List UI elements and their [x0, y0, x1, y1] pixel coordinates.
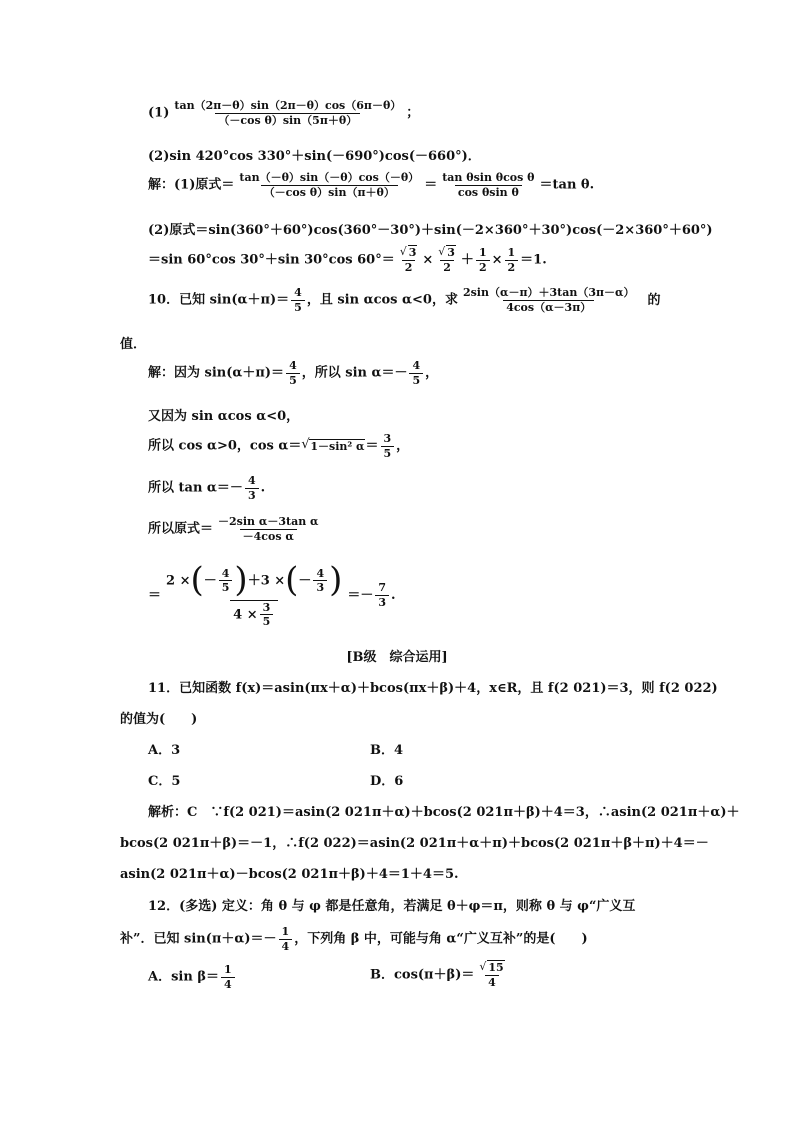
q12-line2	[120, 926, 588, 952]
fraction	[163, 560, 345, 629]
numerator	[163, 560, 345, 600]
fraction	[171, 100, 404, 126]
text: 4 ×	[233, 607, 258, 623]
q11-option-c: C．5	[148, 774, 181, 789]
text: ＝1.	[520, 252, 547, 268]
numerator: 3	[262, 600, 271, 614]
q11-option-d: D．6	[370, 774, 404, 789]
denominator	[230, 600, 278, 628]
denominator: 4cos（α－3π）	[503, 300, 594, 314]
denominator: 3	[245, 488, 259, 502]
q10-sol-line6	[148, 560, 396, 629]
denominator: 2	[440, 260, 454, 274]
text: ，所以 sin α＝－	[301, 365, 408, 381]
text: ，	[425, 365, 439, 381]
fraction	[375, 582, 389, 608]
paren: (	[285, 560, 299, 600]
denominator: －4cos α	[240, 529, 297, 543]
numerator: 3	[383, 432, 392, 445]
text: 所以 tan α＝－	[148, 480, 243, 496]
sqrt	[400, 247, 418, 259]
q11-line2: 的值为( )	[120, 712, 198, 727]
fraction	[435, 247, 459, 273]
denominator: 3	[313, 580, 327, 594]
text: ＝tan θ.	[539, 177, 595, 193]
text: ＋3 ×	[247, 573, 286, 589]
numerator: 1	[223, 963, 232, 976]
text: ＝	[365, 438, 379, 454]
text: ＝	[424, 177, 438, 193]
text: ＝sin 60°cos 30°＋sin 30°cos 60°＝	[148, 252, 395, 268]
numerator: 2sin（α－π）＋3tan（3π－α）	[462, 286, 635, 299]
text: .	[391, 587, 396, 603]
q10-sol-line1	[148, 360, 438, 386]
text: ，下列角 β 中，可能与角 α“广义互补”的是( )	[294, 931, 588, 947]
numerator: 1	[507, 246, 516, 259]
numerator: 1	[478, 246, 487, 259]
q10-sol-line5	[148, 516, 324, 542]
denominator: 4	[485, 975, 499, 989]
q10-sol-line4	[148, 475, 265, 501]
denominator: 5	[260, 614, 274, 628]
radicand: 3	[447, 246, 455, 259]
text: ＝－	[347, 587, 374, 603]
fraction	[279, 926, 293, 952]
sqrt	[438, 247, 456, 259]
numerator: 4	[316, 566, 325, 580]
q11-option-a: A．3	[148, 743, 181, 758]
q12-line1: 12．(多选) 定义：角 θ 与 φ 都是任意角，若满足 θ＋φ＝π，则称 θ 与 φ“广义互	[148, 899, 636, 914]
numerator: tan（－θ）sin（－θ）cos（－θ）	[239, 171, 420, 184]
text: ，	[396, 438, 410, 454]
fraction	[236, 172, 422, 198]
denominator: 5	[291, 300, 305, 314]
denominator: 2	[476, 260, 490, 274]
fraction	[476, 962, 507, 988]
radicand: 1－sin² α	[310, 440, 365, 454]
fraction	[215, 516, 321, 542]
denominator: 3	[375, 595, 389, 609]
fraction	[291, 287, 305, 313]
denominator: 4	[221, 977, 235, 991]
q10-sol-line2: 又因为 sin αcos α<0，	[148, 409, 300, 424]
denominator: 5	[286, 373, 300, 387]
text: 所以 cos α>0，cos α＝	[148, 438, 302, 454]
text: 解：因为 sin(α＋π)＝	[148, 365, 285, 381]
numerator: 4	[221, 566, 230, 580]
denominator: 4	[279, 939, 293, 953]
paren: (	[190, 560, 204, 600]
q12-option-a	[148, 964, 237, 990]
text: B．cos(π＋β)＝	[370, 967, 475, 983]
denominator: cos θsin θ	[455, 185, 522, 199]
q11-answer-line1: 解析：C ∵f(2 021)＝asin(2 021π＋α)＋bcos(2 021π＋β)＋4＝3，∴asin(2 021π＋α)＋	[148, 805, 740, 820]
text: －	[203, 573, 217, 589]
q12-option-b	[370, 962, 510, 988]
q9-solution2-line2	[148, 247, 547, 273]
q11-line1: 11．已知函数 f(x)＝asin(πx＋α)＋bcos(πx＋β)＋4，x∈R，且 f(2 021)＝3，则 f(2 022)	[148, 681, 718, 696]
denominator: 5	[219, 580, 233, 594]
label: (1)	[148, 105, 170, 121]
text: ×	[422, 252, 434, 268]
fraction	[460, 287, 638, 313]
numerator: 7	[378, 581, 387, 595]
q11-answer-line3: asin(2 021π＋α)－bcos(2 021π＋β)＋4＝1＋4＝5.	[120, 867, 459, 882]
sqrt	[301, 438, 365, 454]
fraction	[221, 964, 235, 990]
fraction	[381, 433, 395, 459]
text: 补”．已知 sin(π＋α)＝－	[120, 931, 277, 947]
numerator: －2sin α－3tan α	[218, 515, 319, 528]
numerator: 4	[289, 359, 297, 372]
fraction	[439, 172, 537, 198]
fraction	[286, 360, 300, 386]
numerator: 4	[247, 474, 256, 487]
radicand: 15	[488, 961, 504, 974]
q9-part2: (2)sin 420°cos 330°＋sin(－690°)cos(－660°)．	[148, 149, 481, 164]
numerator: 4	[294, 286, 302, 299]
fraction	[397, 247, 421, 273]
text: 10．已知 sin(α＋π)＝	[148, 292, 290, 308]
fraction	[409, 360, 423, 386]
fraction	[219, 568, 233, 594]
q11-answer-line2: bcos(2 021π＋β)＝－1，∴f(2 022)＝asin(2 021π＋α＋π)＋bcos(2 021π＋β＋π)＋4＝－	[120, 836, 709, 851]
numerator	[476, 962, 507, 975]
fraction	[313, 568, 327, 594]
text: 所以原式＝	[148, 521, 214, 537]
denominator: 5	[381, 446, 395, 460]
numerator: tan θsin θcos θ	[442, 171, 535, 184]
paren: )	[329, 560, 343, 600]
text: A．sin β＝	[148, 969, 219, 985]
q10-sol-line3	[148, 433, 409, 459]
text: .	[260, 480, 266, 496]
denominator: 5	[409, 373, 423, 387]
section-heading: [B级 综合运用]	[346, 650, 448, 665]
text: 2 ×	[166, 573, 191, 589]
q10-statement	[148, 287, 661, 313]
text: 解：(1)原式＝	[148, 177, 235, 193]
radicand: 3	[408, 246, 417, 259]
fraction	[476, 247, 490, 273]
paren: )	[234, 560, 248, 600]
denominator: 2	[505, 260, 519, 274]
q10-statement-cont: 值．	[120, 337, 147, 352]
q9-solution2-line1: (2)原式＝sin(360°＋60°)cos(360°－30°)＋sin(－2×360°＋30°)cos(－2×360°＋60°)	[148, 223, 713, 238]
text: －	[298, 573, 312, 589]
text: ×	[491, 252, 503, 268]
sqrt	[479, 962, 504, 974]
numerator: 1	[281, 925, 290, 938]
denominator: （－cos θ）sin（5π＋θ）	[215, 113, 360, 127]
fraction	[260, 602, 274, 628]
text: ，且 sin αcos α<0，求	[306, 292, 458, 308]
text: ；	[406, 105, 420, 121]
numerator: 4	[412, 359, 421, 372]
q9-part1	[148, 100, 419, 126]
text: 的	[647, 292, 661, 308]
denominator: 2	[402, 260, 416, 274]
text: ＝	[148, 587, 162, 603]
fraction	[245, 475, 259, 501]
numerator: tan（2π－θ）sin（2π－θ）cos（6π－θ）	[174, 99, 402, 112]
denominator: （－cos θ）sin（π＋θ）	[261, 185, 398, 199]
numerator	[435, 247, 459, 260]
fraction	[505, 247, 519, 273]
q11-option-b: B．4	[370, 743, 404, 758]
q9-solution1	[148, 172, 594, 198]
text: ＋	[460, 252, 474, 268]
numerator	[397, 247, 421, 260]
